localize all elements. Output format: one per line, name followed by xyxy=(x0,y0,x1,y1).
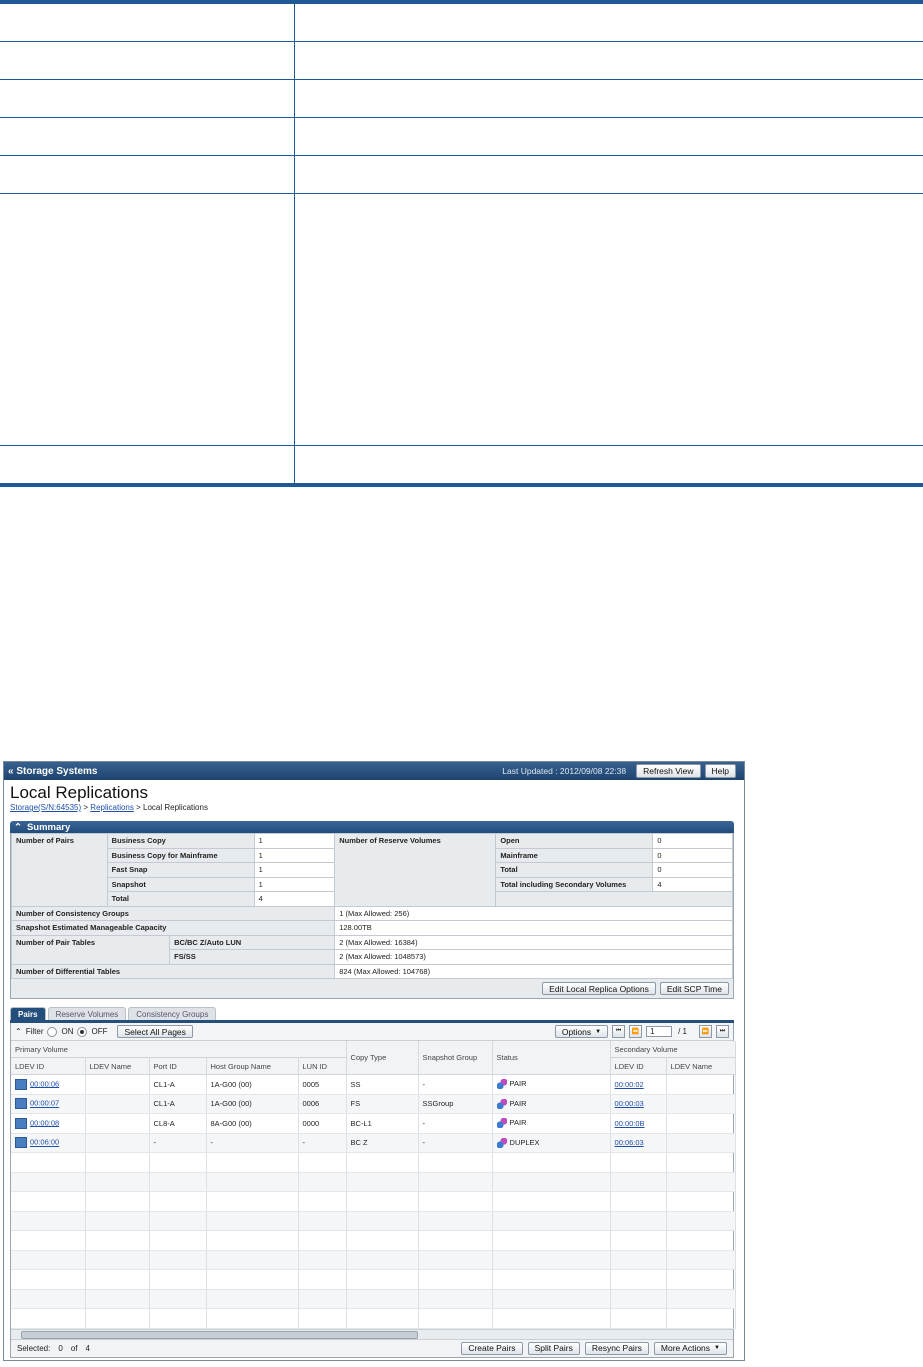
table-cell-copy: BC Z xyxy=(346,1133,418,1153)
reference-table-row xyxy=(0,118,923,156)
summary-title: Summary xyxy=(26,821,71,833)
column-header-secondary-ldev-name[interactable]: LDEV Name xyxy=(666,1058,735,1075)
local-replications-window xyxy=(3,761,745,1361)
pairs-row-label: Business Copy for Mainframe xyxy=(107,848,254,863)
table-cell-ldev xyxy=(11,1153,85,1173)
table-row[interactable] xyxy=(11,1231,735,1251)
table-cell-lun: 0000 xyxy=(298,1114,346,1134)
table-cell-sg: SSGroup xyxy=(418,1094,492,1114)
table-cell-port xyxy=(149,1211,206,1231)
pair-tables-row-value: 2 (Max Allowed: 16384) xyxy=(335,935,733,950)
pair-status-icon xyxy=(497,1079,507,1089)
secondary-ldev-link[interactable]: 00:06:03 xyxy=(614,1138,644,1148)
table-cell-copy: FS xyxy=(346,1094,418,1114)
filter-toggle-icon[interactable]: ⌃ xyxy=(15,1027,22,1036)
reference-cell xyxy=(295,4,923,41)
table-cell-status xyxy=(492,1289,610,1309)
table-cell-port: - xyxy=(149,1133,206,1153)
table-cell-name xyxy=(85,1309,149,1329)
breadcrumb-storage-link[interactable]: Storage(S/N:64535) xyxy=(10,803,82,812)
table-row[interactable] xyxy=(11,1270,735,1290)
total-count: 4 xyxy=(85,1343,90,1353)
table-row[interactable] xyxy=(11,1211,735,1231)
table-cell-name xyxy=(85,1211,149,1231)
table-cell-hg xyxy=(206,1309,298,1329)
pairs-row-label: Fast Snap xyxy=(107,863,254,878)
table-cell-sname xyxy=(666,1192,735,1212)
table-cell-sname xyxy=(666,1094,735,1114)
table-cell-lun xyxy=(298,1309,346,1329)
reference-cell xyxy=(295,80,923,117)
select-all-pages-button[interactable]: Select All Pages xyxy=(117,1025,192,1038)
table-cell-hg xyxy=(206,1211,298,1231)
horizontal-scrollbar[interactable] xyxy=(11,1329,733,1339)
filter-off-radio[interactable] xyxy=(77,1027,87,1037)
pair-tables-row-label: FS/SS xyxy=(170,950,335,965)
edit-local-replica-options-button[interactable]: Edit Local Replica Options xyxy=(542,982,656,995)
table-cell-port xyxy=(149,1231,206,1251)
table-cell-copy xyxy=(346,1153,418,1173)
table-cell-ldev xyxy=(11,1172,85,1192)
ldev-link[interactable]: 00:06:00 xyxy=(30,1137,60,1147)
table-cell-sname xyxy=(666,1075,735,1095)
scrollbar-thumb[interactable] xyxy=(21,1331,418,1339)
table-row[interactable] xyxy=(11,1153,735,1173)
table-row[interactable] xyxy=(11,1172,735,1192)
table-cell-port: CL8-A xyxy=(149,1114,206,1134)
secondary-ldev-link[interactable]: 00:00:0B xyxy=(614,1118,645,1128)
table-cell-sldev[interactable] xyxy=(610,1075,666,1095)
table-cell-ldev[interactable] xyxy=(11,1075,85,1095)
table-cell-sldev xyxy=(610,1250,666,1270)
filter-label: Filter xyxy=(25,1027,44,1036)
pairs-table xyxy=(11,1041,736,1329)
table-cell-name xyxy=(85,1172,149,1192)
table-cell-copy xyxy=(346,1309,418,1329)
refresh-view-button[interactable]: Refresh View xyxy=(636,764,700,778)
table-cell-sg xyxy=(418,1231,492,1251)
column-header-status[interactable]: Status xyxy=(492,1041,610,1075)
table-cell-copy xyxy=(346,1172,418,1192)
table-cell-sldev xyxy=(610,1289,666,1309)
table-cell-status xyxy=(492,1250,610,1270)
table-cell-ldev xyxy=(11,1231,85,1251)
pairs-row-label: Snapshot xyxy=(107,877,254,892)
column-header-lun-id[interactable]: LUN ID xyxy=(298,1058,346,1075)
diff-tables-value: 824 (Max Allowed: 104768) xyxy=(335,964,733,979)
table-cell-ldev xyxy=(11,1192,85,1212)
pairs-row-value: 1 xyxy=(254,848,335,863)
reference-table-row xyxy=(0,80,923,118)
volume-icon xyxy=(15,1137,27,1148)
pair-status-icon xyxy=(497,1099,507,1109)
table-cell-sg xyxy=(418,1211,492,1231)
summary-panel xyxy=(10,833,734,999)
snapshot-capacity-label: Snapshot Estimated Manageable Capacity xyxy=(12,921,335,936)
pairs-grid xyxy=(10,1023,734,1358)
split-pairs-button[interactable]: Split Pairs xyxy=(528,1342,580,1355)
volume-icon xyxy=(15,1118,27,1129)
table-cell-sldev xyxy=(610,1211,666,1231)
table-cell-copy xyxy=(346,1192,418,1212)
table-cell-sg xyxy=(418,1309,492,1329)
table-cell-sname xyxy=(666,1250,735,1270)
reserve-row-value: 0 xyxy=(653,834,733,849)
table-cell-status xyxy=(492,1133,610,1153)
table-cell-hg: 1A-G00 (00) xyxy=(206,1075,298,1095)
table-cell-name xyxy=(85,1133,149,1153)
table-cell-sldev xyxy=(610,1192,666,1212)
reserve-row-value: 4 xyxy=(653,877,733,892)
breadcrumb-separator: > xyxy=(136,803,141,812)
table-cell-sname xyxy=(666,1211,735,1231)
reference-cell xyxy=(295,42,923,79)
reference-cell xyxy=(0,156,295,193)
table-cell-lun xyxy=(298,1250,346,1270)
create-pairs-button[interactable]: Create Pairs xyxy=(461,1342,522,1355)
table-row[interactable] xyxy=(11,1289,735,1309)
table-cell-name xyxy=(85,1094,149,1114)
table-cell-sg xyxy=(418,1192,492,1212)
table-cell-sname xyxy=(666,1270,735,1290)
reference-cell xyxy=(0,446,295,483)
table-row[interactable] xyxy=(11,1309,735,1329)
table-cell-name xyxy=(85,1231,149,1251)
summary-actions xyxy=(11,979,733,998)
selected-count: 0 xyxy=(58,1343,63,1353)
table-cell-status xyxy=(492,1075,610,1095)
table-cell-port: CL1-A xyxy=(149,1075,206,1095)
reference-table-row xyxy=(0,446,923,483)
snapshot-capacity-value: 128.00TB xyxy=(335,921,733,936)
table-cell-ldev xyxy=(11,1270,85,1290)
breadcrumb-current: Local Replications xyxy=(143,803,208,812)
table-cell-hg: - xyxy=(206,1133,298,1153)
secondary-ldev-link[interactable]: 00:00:02 xyxy=(614,1079,644,1089)
table-cell-hg xyxy=(206,1153,298,1173)
table-cell-port: CL1-A xyxy=(149,1094,206,1114)
reference-cell xyxy=(0,118,295,155)
reference-table xyxy=(0,0,923,487)
grid-toolbar xyxy=(11,1023,733,1041)
table-cell-sg xyxy=(418,1270,492,1290)
cg-value: 1 (Max Allowed: 256) xyxy=(335,906,733,921)
column-header-ldev-name[interactable]: LDEV Name xyxy=(85,1058,149,1075)
reference-table-row xyxy=(0,4,923,42)
table-cell-sname xyxy=(666,1309,735,1329)
table-cell-name xyxy=(85,1153,149,1173)
table-row[interactable] xyxy=(11,1094,735,1114)
pairs-table-body xyxy=(11,1075,735,1329)
table-cell-copy xyxy=(346,1211,418,1231)
summary-header[interactable] xyxy=(10,821,734,833)
column-header-copy-type[interactable]: Copy Type xyxy=(346,1041,418,1075)
breadcrumb xyxy=(4,803,744,815)
table-cell-sldev xyxy=(610,1309,666,1329)
grid-footer xyxy=(11,1339,733,1357)
volume-icon xyxy=(15,1079,27,1090)
reference-cell xyxy=(0,80,295,117)
pairs-label: Number of Pairs xyxy=(12,834,108,907)
table-cell-port xyxy=(149,1192,206,1212)
resync-pairs-button[interactable]: Resync Pairs xyxy=(585,1342,649,1355)
tab-pairs[interactable]: Pairs xyxy=(10,1007,46,1020)
pair-tables-row-value: 2 (Max Allowed: 1048573) xyxy=(335,950,733,965)
table-cell-ldev xyxy=(11,1289,85,1309)
edit-scp-time-button[interactable]: Edit SCP Time xyxy=(660,982,729,995)
table-cell-sldev xyxy=(610,1153,666,1173)
table-cell-port xyxy=(149,1289,206,1309)
reserve-row-value: 0 xyxy=(653,863,733,878)
table-cell-sg xyxy=(418,1250,492,1270)
volume-icon xyxy=(15,1098,27,1109)
summary-table xyxy=(11,833,733,979)
page-title: Local Replications xyxy=(10,783,148,802)
table-cell-hg xyxy=(206,1250,298,1270)
chevron-down-icon: ▼ xyxy=(595,1028,602,1035)
table-row[interactable] xyxy=(11,1075,735,1095)
more-actions-label: More Actions xyxy=(660,1343,711,1353)
table-cell-sname xyxy=(666,1153,735,1173)
table-cell-name xyxy=(85,1270,149,1290)
reserve-row-label: Total xyxy=(496,863,653,878)
table-cell-name xyxy=(85,1075,149,1095)
table-cell-status xyxy=(492,1153,610,1173)
reserve-row-label: Open xyxy=(496,834,653,849)
table-cell-sname xyxy=(666,1172,735,1192)
table-cell-sldev xyxy=(610,1270,666,1290)
table-row[interactable] xyxy=(11,1192,735,1212)
table-cell-sg: - xyxy=(418,1133,492,1153)
table-cell-status xyxy=(492,1192,610,1212)
breadcrumb-separator: > xyxy=(83,803,89,812)
pairs-row-value: 1 xyxy=(254,834,335,849)
table-cell-lun: 0005 xyxy=(298,1075,346,1095)
table-cell-status xyxy=(492,1211,610,1231)
table-cell-sldev[interactable] xyxy=(610,1114,666,1134)
table-cell-copy: SS xyxy=(346,1075,418,1095)
reference-cell xyxy=(0,194,295,445)
secondary-volume-header: Secondary Volume xyxy=(610,1041,735,1058)
table-cell-sname xyxy=(666,1289,735,1309)
table-cell-lun xyxy=(298,1289,346,1309)
table-cell-lun xyxy=(298,1172,346,1192)
reference-table-row xyxy=(0,156,923,194)
table-cell-hg xyxy=(206,1270,298,1290)
table-cell-status xyxy=(492,1172,610,1192)
table-cell-status xyxy=(492,1231,610,1251)
reserve-label: Number of Reserve Volumes xyxy=(335,834,496,907)
reference-cell xyxy=(295,118,923,155)
table-cell-status xyxy=(492,1114,610,1134)
table-cell-lun: - xyxy=(298,1133,346,1153)
table-cell-hg xyxy=(206,1192,298,1212)
column-header-secondary-ldev-id[interactable]: LDEV ID xyxy=(610,1058,666,1075)
chevron-down-icon: ▼ xyxy=(714,1345,720,1351)
page-total: / 1 xyxy=(678,1027,687,1036)
help-button[interactable]: Help xyxy=(705,764,736,778)
status-text: DUPLEX xyxy=(509,1137,540,1147)
table-cell-sldev[interactable] xyxy=(610,1133,666,1153)
table-cell-ldev[interactable] xyxy=(11,1133,85,1153)
reference-cell xyxy=(0,42,295,79)
table-cell-copy xyxy=(346,1250,418,1270)
table-cell-sg xyxy=(418,1289,492,1309)
table-cell-port xyxy=(149,1309,206,1329)
table-cell-ldev xyxy=(11,1250,85,1270)
filter-on-radio[interactable] xyxy=(47,1027,57,1037)
collapse-icon: ⌃ xyxy=(14,821,22,833)
reference-cell xyxy=(295,156,923,193)
pairs-row-label: Business Copy xyxy=(107,834,254,849)
table-cell-copy: BC-L1 xyxy=(346,1114,418,1134)
table-cell-name xyxy=(85,1289,149,1309)
secondary-ldev-link[interactable]: 00:00:03 xyxy=(614,1099,644,1109)
table-cell-port xyxy=(149,1270,206,1290)
table-cell-ldev[interactable] xyxy=(11,1094,85,1114)
reference-cell xyxy=(295,194,923,445)
table-cell-lun xyxy=(298,1192,346,1212)
table-cell-port xyxy=(149,1172,206,1192)
table-cell-lun xyxy=(298,1211,346,1231)
top-bar xyxy=(4,762,744,780)
status-text: PAIR xyxy=(509,1118,527,1128)
table-cell-ldev xyxy=(11,1309,85,1329)
pairs-row-value: 1 xyxy=(254,877,335,892)
cg-label: Number of Consistency Groups xyxy=(12,906,335,921)
table-cell-copy xyxy=(346,1231,418,1251)
pair-status-icon xyxy=(497,1118,507,1128)
table-cell-sg xyxy=(418,1153,492,1173)
reference-cell xyxy=(0,4,295,41)
reserve-row-label: Total including Secondary Volumes xyxy=(496,877,653,892)
column-header-port-id[interactable]: Port ID xyxy=(149,1058,206,1075)
table-cell-ldev[interactable] xyxy=(11,1114,85,1134)
table-cell-copy xyxy=(346,1289,418,1309)
options-button[interactable] xyxy=(555,1025,608,1038)
tab-consistency-groups[interactable]: Consistency Groups xyxy=(128,1007,216,1020)
pair-status-icon xyxy=(497,1138,507,1148)
table-row[interactable] xyxy=(11,1133,735,1153)
table-cell-name xyxy=(85,1192,149,1212)
table-cell-port xyxy=(149,1153,206,1173)
column-header-snapshot-group[interactable]: Snapshot Group xyxy=(418,1041,492,1075)
table-cell-sg: - xyxy=(418,1114,492,1134)
reference-table-row xyxy=(0,42,923,80)
tab-reserve-volumes[interactable]: Reserve Volumes xyxy=(48,1007,127,1020)
column-header-host-group-name[interactable]: Host Group Name xyxy=(206,1058,298,1075)
reserve-row-value: 0 xyxy=(653,848,733,863)
status-text: PAIR xyxy=(509,1098,527,1108)
table-cell-sg: - xyxy=(418,1075,492,1095)
last-page-icon[interactable]: ⏭ xyxy=(716,1025,729,1038)
table-cell-sg xyxy=(418,1172,492,1192)
table-cell-lun xyxy=(298,1153,346,1173)
previous-page-icon[interactable]: ⏪ xyxy=(629,1025,642,1038)
table-cell-sldev xyxy=(610,1172,666,1192)
table-cell-sname xyxy=(666,1133,735,1153)
selected-label: Selected: xyxy=(17,1343,51,1353)
table-cell-hg xyxy=(206,1231,298,1251)
table-cell-sname xyxy=(666,1231,735,1251)
options-label: Options xyxy=(561,1026,592,1037)
table-cell-lun: 0006 xyxy=(298,1094,346,1114)
status-text: PAIR xyxy=(509,1079,527,1089)
more-actions-button[interactable] xyxy=(654,1342,727,1355)
page-number-input[interactable]: 1 xyxy=(646,1026,672,1037)
table-cell-status xyxy=(492,1270,610,1290)
table-cell-hg: 1A-G00 (00) xyxy=(206,1094,298,1114)
reserve-blank xyxy=(496,892,733,907)
reference-table-row xyxy=(0,194,923,446)
filter-off-label: OFF xyxy=(91,1027,108,1036)
last-updated-text: Last Updated : 2012/09/08 22:38 xyxy=(502,766,627,776)
breadcrumb-replications-link[interactable]: Replications xyxy=(90,803,134,812)
table-cell-ldev xyxy=(11,1211,85,1231)
table-cell-lun xyxy=(298,1270,346,1290)
table-cell-copy xyxy=(346,1270,418,1290)
table-cell-hg xyxy=(206,1172,298,1192)
diff-tables-label: Number of Differential Tables xyxy=(12,964,335,979)
pairs-row-value: 1 xyxy=(254,863,335,878)
ldev-link[interactable]: 00:00:07 xyxy=(30,1098,60,1108)
of-label: of xyxy=(70,1343,78,1353)
pair-tables-row-label: BC/BC Z/Auto LUN xyxy=(170,935,335,950)
table-cell-sldev[interactable] xyxy=(610,1094,666,1114)
table-row[interactable] xyxy=(11,1250,735,1270)
first-page-icon[interactable]: ⏮ xyxy=(612,1025,625,1038)
column-header-ldev-id[interactable]: LDEV ID xyxy=(11,1058,85,1075)
table-cell-port xyxy=(149,1250,206,1270)
table-cell-lun xyxy=(298,1231,346,1251)
table-row[interactable] xyxy=(11,1114,735,1134)
table-cell-sname xyxy=(666,1114,735,1134)
table-cell-sldev xyxy=(610,1231,666,1251)
primary-volume-header: Primary Volume xyxy=(11,1041,346,1058)
table-cell-status xyxy=(492,1094,610,1114)
table-cell-name xyxy=(85,1114,149,1134)
table-cell-hg: 8A-G00 (00) xyxy=(206,1114,298,1134)
filter-on-label: ON xyxy=(61,1027,74,1036)
pair-tables-label: Number of Pair Tables xyxy=(12,935,170,964)
tab-bar xyxy=(10,1007,734,1023)
ldev-link[interactable]: 00:00:06 xyxy=(30,1079,60,1089)
pairs-row-value: 4 xyxy=(254,892,335,907)
storage-systems-link[interactable]: « Storage Systems xyxy=(8,765,98,777)
table-cell-status xyxy=(492,1309,610,1329)
table-cell-name xyxy=(85,1250,149,1270)
reserve-row-label: Mainframe xyxy=(496,848,653,863)
table-cell-hg xyxy=(206,1289,298,1309)
next-page-icon[interactable]: ⏩ xyxy=(699,1025,712,1038)
reference-cell xyxy=(295,446,923,483)
pairs-row-label: Total xyxy=(107,892,254,907)
ldev-link[interactable]: 00:00:08 xyxy=(30,1118,60,1128)
